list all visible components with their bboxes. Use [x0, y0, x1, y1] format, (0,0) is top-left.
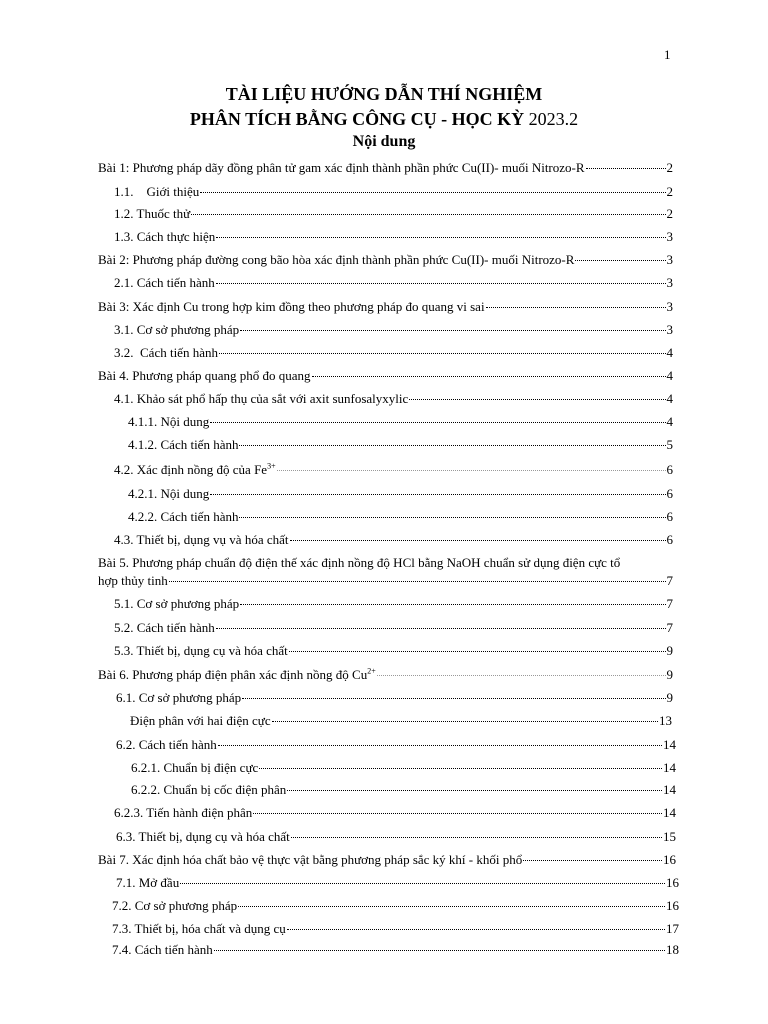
toc-entry-label: 5.2. Cách tiến hành	[114, 620, 215, 635]
page-number: 1	[664, 47, 671, 62]
toc-entry-label: 1.3. Cách thực hiện	[114, 229, 216, 244]
toc-leader-dots	[216, 627, 666, 629]
toc-entry-page: 9	[666, 643, 673, 658]
toc-entry-page: 7	[666, 573, 673, 588]
toc-entry-superscript: 3+	[267, 461, 276, 471]
toc-entry-label: 6.2.2. Chuẩn bị cốc điện phân	[131, 782, 287, 797]
toc-entry-wrapped-line[interactable]: Bài 5. Phương pháp chuẩn độ điện thế xác định nồng độ HCl bằng NaOH chuẩn sử dụng điện cực tổ	[98, 555, 621, 570]
toc-leader-dots	[214, 949, 665, 951]
toc-leader-dots	[180, 882, 665, 884]
toc-leader-dots	[191, 213, 665, 215]
toc-entry-page: 9	[666, 667, 673, 682]
toc-entry[interactable]	[116, 690, 673, 708]
toc-entry-label: 4.1.2. Cách tiến hành	[128, 437, 239, 452]
toc-entry[interactable]	[98, 368, 673, 386]
toc-entry-page: 2	[666, 184, 673, 199]
toc-entry[interactable]	[98, 852, 676, 870]
toc-leader-dots	[219, 352, 666, 354]
toc-entry-label: 7.3. Thiết bị, hóa chất và dụng cụ	[112, 921, 286, 936]
toc-leader-dots	[210, 493, 665, 495]
toc-leader-dots	[289, 650, 666, 652]
toc-leader-dots	[290, 539, 666, 541]
toc-entry[interactable]	[98, 252, 673, 270]
toc-entry-superscript: 2+	[367, 666, 376, 676]
toc-entry-page: 3	[666, 275, 673, 290]
toc-entry-label: 1.2. Thuốc thử	[114, 206, 191, 221]
toc-entry[interactable]	[98, 573, 673, 591]
toc-entry-label: Bài 1: Phương pháp dãy đồng phân tử gam xác định thành phần phức Cu(II)- muối Nitrozo-R	[98, 160, 585, 175]
toc-entry-page: 4	[666, 391, 673, 406]
toc-entry-label: 4.2.2. Cách tiến hành	[128, 509, 239, 524]
toc-entry-label: 6.1. Cơ sở phương pháp	[116, 690, 242, 705]
toc-entry[interactable]	[114, 275, 673, 293]
toc-entry-page: 2	[666, 206, 673, 221]
toc-entry-page: 4	[666, 414, 673, 429]
toc-entry-label: 3.2. Cách tiến hành	[114, 345, 218, 360]
toc-entry[interactable]	[114, 229, 673, 247]
toc-entry[interactable]	[131, 760, 676, 778]
toc-entry-label: hợp thủy tinh	[98, 573, 168, 588]
toc-leader-dots	[272, 720, 658, 722]
toc-leader-dots	[216, 236, 665, 238]
toc-entry-label: 6.2.3. Tiến hành điện phân	[114, 805, 253, 820]
toc-entry-page: 16	[666, 875, 679, 890]
toc-entry-label: 7.4. Cách tiến hành	[112, 942, 213, 957]
toc-leader-dots	[240, 603, 665, 605]
toc-entry[interactable]	[116, 875, 679, 893]
title-line-2-main: PHÂN TÍCH BẰNG CÔNG CỤ - HỌC KỲ	[189, 109, 529, 129]
toc-entry[interactable]	[116, 737, 676, 755]
toc-entry-label	[98, 667, 376, 683]
toc-entry[interactable]	[114, 391, 673, 409]
toc-leader-dots	[253, 812, 662, 814]
toc-entry-label: Bài 4. Phương pháp quang phổ đo quang	[98, 368, 311, 383]
toc-entry-label	[114, 462, 276, 478]
toc-entry[interactable]	[128, 414, 673, 432]
toc-entry-label: 6.2. Cách tiến hành	[116, 737, 217, 752]
toc-entry-page: 3	[666, 252, 673, 267]
toc-leader-dots	[238, 905, 665, 907]
toc-entry-page: 7	[666, 596, 673, 611]
toc-leader-dots	[523, 859, 662, 861]
toc-entry-page: 7	[666, 620, 673, 635]
toc-entry-label: 4.3. Thiết bị, dụng vụ và hóa chất	[114, 532, 289, 547]
toc-entry-page: 16	[663, 852, 676, 867]
toc-heading: Nội dung	[352, 133, 416, 150]
toc-entry-page: 18	[666, 942, 679, 957]
toc-leader-dots	[277, 469, 666, 471]
toc-entry[interactable]	[128, 437, 673, 455]
toc-entry[interactable]	[130, 713, 672, 731]
toc-entry-page: 6	[666, 509, 673, 524]
toc-entry[interactable]	[114, 184, 673, 202]
toc-entry[interactable]	[114, 620, 673, 638]
toc-leader-dots	[218, 744, 662, 746]
toc-entry-label: 4.1. Khảo sát phổ hấp thụ của sắt với axit sunfosalyxylic	[114, 391, 409, 406]
toc-entry-page: 4	[666, 345, 673, 360]
toc-entry[interactable]	[98, 299, 673, 317]
toc-leader-dots	[240, 329, 665, 331]
toc-entry[interactable]	[116, 829, 676, 847]
toc-entry[interactable]	[114, 596, 673, 614]
toc-leader-dots	[291, 836, 662, 838]
toc-entry[interactable]	[114, 206, 673, 224]
toc-entry[interactable]	[114, 805, 676, 823]
toc-entry-label-text: Bài 6. Phương pháp điện phân xác định nồng độ Cu	[98, 667, 368, 682]
toc-leader-dots	[169, 580, 666, 582]
toc-entry[interactable]	[114, 322, 673, 340]
toc-entry[interactable]	[98, 160, 673, 178]
toc-entry-page: 5	[666, 437, 673, 452]
toc-leader-dots	[242, 697, 665, 699]
toc-leader-dots	[287, 928, 665, 930]
toc-entry[interactable]	[114, 345, 673, 363]
toc-leader-dots	[575, 259, 665, 261]
toc-leader-dots	[200, 191, 665, 193]
toc-entry[interactable]	[131, 782, 676, 800]
toc-entry-page: 3	[666, 322, 673, 337]
toc-leader-dots	[216, 282, 666, 284]
toc-entry-page: 14	[663, 760, 676, 775]
toc-leader-dots	[287, 789, 662, 791]
toc-entry-label: 4.2.1. Nội dung	[128, 486, 210, 501]
toc-entry-page: 14	[663, 805, 676, 820]
toc-entry-page: 17	[666, 921, 679, 936]
toc-entry-page: 9	[666, 690, 673, 705]
toc-entry-label-text: 4.2. Xác định nồng độ của Fe	[114, 462, 268, 477]
toc-entry[interactable]	[112, 921, 679, 939]
toc-entry-page: 6	[666, 532, 673, 547]
toc-entry-page: 15	[663, 829, 676, 844]
toc-leader-dots	[239, 516, 665, 518]
toc-entry[interactable]	[128, 486, 673, 504]
toc-entry-page: 6	[666, 462, 673, 477]
toc-leader-dots	[210, 421, 665, 423]
toc-entry-label: 4.1.1. Nội dung	[128, 414, 210, 429]
toc-entry-label: 7.1. Mở đầu	[116, 875, 180, 890]
toc-entry-label: 6.2.1. Chuẩn bị điện cực	[131, 760, 259, 775]
toc-entry-label: 6.3. Thiết bị, dụng cụ và hóa chất	[116, 829, 290, 844]
toc-entry-page: 6	[666, 486, 673, 501]
toc-entry-page: 4	[666, 368, 673, 383]
toc-entry-page: 16	[666, 898, 679, 913]
toc-entry-page: 14	[663, 782, 676, 797]
toc-entry[interactable]	[114, 462, 673, 480]
toc-leader-dots	[586, 167, 666, 169]
title-year: 2023.2	[528, 109, 579, 129]
toc-entry-label: 5.1. Cơ sở phương pháp	[114, 596, 240, 611]
toc-entry-page: 14	[663, 737, 676, 752]
toc-entry-label: Bài 7. Xác định hóa chất bảo vệ thực vật bằng phương pháp sắc ký khí - khối phổ	[98, 852, 523, 867]
toc-leader-dots	[409, 398, 665, 400]
document-title-line-1: TÀI LIỆU HƯỚNG DẪN THÍ NGHIỆM	[225, 84, 543, 104]
toc-entry-label: 3.1. Cơ sở phương pháp	[114, 322, 240, 337]
toc-entry-page: 3	[666, 229, 673, 244]
toc-entry-label: Điện phân với hai điện cực	[130, 713, 271, 728]
toc-entry-label: 7.2. Cơ sở phương pháp	[112, 898, 238, 913]
toc-entry-label: Bài 2: Phương pháp đường cong bão hòa xác định thành phần phức Cu(II)- muối Nitrozo-R	[98, 252, 575, 267]
toc-entry-label: 5.3. Thiết bị, dụng cụ và hóa chất	[114, 643, 288, 658]
toc-entry[interactable]	[114, 532, 673, 550]
toc-entry[interactable]	[114, 643, 673, 661]
toc-leader-dots	[486, 306, 666, 308]
toc-entry-page: 13	[659, 713, 672, 728]
toc-entry[interactable]	[112, 942, 679, 960]
toc-leader-dots	[239, 444, 665, 446]
toc-leader-dots	[312, 375, 666, 377]
toc-entry[interactable]	[98, 667, 673, 685]
toc-entry-page: 3	[666, 299, 673, 314]
toc-entry-label: 1.1. Giới thiệu	[114, 184, 200, 199]
toc-entry[interactable]	[128, 509, 673, 527]
toc-entry-label: Bài 3: Xác định Cu trong hợp kim đồng theo phương pháp đo quang vi sai	[98, 299, 485, 314]
toc-leader-dots	[377, 674, 666, 676]
toc-entry-page: 2	[666, 160, 673, 175]
toc-entry-label: 2.1. Cách tiến hành	[114, 275, 215, 290]
toc-leader-dots	[259, 767, 662, 769]
toc-entry[interactable]	[112, 898, 679, 916]
